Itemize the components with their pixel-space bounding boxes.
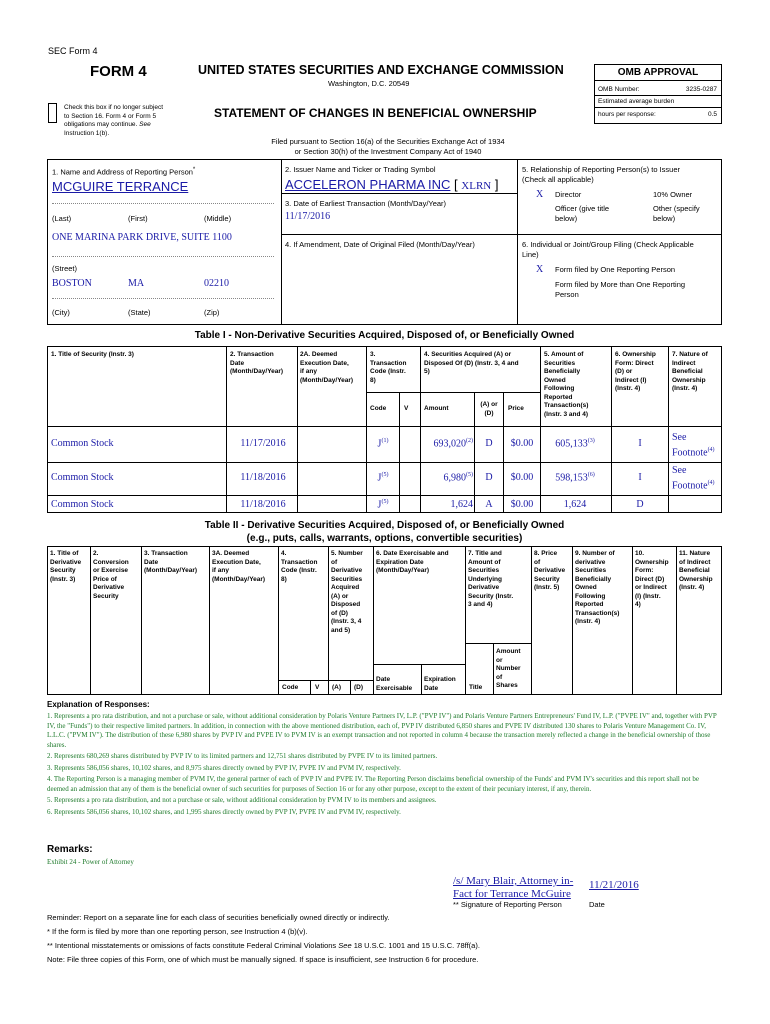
no-longer-subject-checkbox[interactable]	[48, 103, 57, 123]
t2-sub-code: Code	[282, 684, 299, 691]
location: Washington, D.C. 20549	[328, 79, 410, 88]
t2-h3a: 3A. Deemed Execution Date, if any (Month/Day/Year)	[212, 550, 266, 583]
explanation-heading: Explanation of Responses:	[47, 700, 150, 709]
commission-title: UNITED STATES SECURITIES AND EXCHANGE COMMISSION	[198, 63, 564, 77]
earliest-transaction-date: 11/17/2016	[285, 211, 331, 222]
sec-form-label: SEC Form 4	[48, 46, 98, 56]
t1-h1: 1. Title of Security (Instr. 3)	[51, 351, 134, 358]
row2-title: Common Stock	[51, 472, 114, 483]
omb-title: OMB APPROVAL	[595, 65, 721, 81]
t1-sub-ad: (A) or (D)	[480, 401, 498, 417]
one-person-label: Form filed by One Reporting Person	[555, 265, 676, 274]
row3-owned: 1,624	[563, 499, 587, 510]
ten-pct-owner-label: 10% Owner	[653, 190, 693, 199]
t2-h2: 2. Conversion or Exercise Price of Derivative Security	[93, 550, 129, 600]
box5-label: 5. Relationship of Reporting Person(s) to Issuer (Check all applicable)	[522, 165, 680, 184]
box4-label: 4. If Amendment, Date of Original Filed (Month/Day/Year)	[285, 240, 475, 249]
t1-sub-amount: Amount	[424, 405, 449, 412]
signature-label: ** Signature of Reporting Person	[453, 900, 562, 909]
row2-date: 11/18/2016	[240, 472, 286, 483]
omb-hours: 0.5	[707, 111, 717, 118]
t2-h6: 6. Date Exercisable and Expiration Date (Month/Day/Year)	[376, 550, 449, 574]
row1-amount: 693,020$^{(2)}$	[433, 438, 473, 450]
one-person-check[interactable]: X	[536, 264, 544, 275]
omb-burden-label: Estimated average burden	[598, 98, 675, 105]
row2-code: $J^{(5)}$	[377, 472, 389, 484]
row1-date: 11/17/2016	[240, 438, 286, 449]
box6-label: 6. Individual or Joint/Group Filing (Check Applicable Line)	[522, 240, 694, 259]
box2-label: 2. Issuer Name and Ticker or Trading Symbol	[285, 165, 436, 174]
state-value: MA	[128, 278, 145, 289]
row1-nature: See Footnote$^{(4)}$	[672, 432, 715, 459]
t2-sub-amount: Amount or Number of Shares	[496, 648, 521, 689]
t2-h1: 1. Title of Derivative Security (Instr. 3)	[50, 550, 82, 583]
t2-h8: 8. Price of Derivative Security (Instr. 5)	[534, 550, 566, 591]
checkbox-text: Check this box if no longer subject to Section 16. Form 4 or Form 5 obligations may continue. See Instruction 1(b).	[64, 104, 163, 137]
double-star-note: ** Intentional misstatements or omissions of facts constitute Federal Criminal Violations See 18 U.S.C. 1001 and 15 U.S.C. 78ff(a).	[47, 941, 480, 950]
omb-number-label: OMB Number:	[598, 86, 640, 93]
director-label: Director	[555, 190, 582, 199]
file-note: Note: File three copies of this Form, one of which must be manually signed. If space is insufficient, see Instruction 6 for procedure.	[47, 955, 479, 964]
first-label: (First)	[128, 214, 148, 223]
t2-h5: 5. Number of Derivative Securities Acquired (A) or Disposed of (D) (Instr. 3, 4 and 5)	[331, 550, 363, 634]
omb-hours-label: hours per response:	[598, 111, 656, 118]
row1-ad: D	[485, 438, 493, 449]
t1-sub-v: V	[404, 405, 409, 412]
more-persons-label: Form filed by More than One Reporting Person	[555, 280, 686, 299]
middle-label: (Middle)	[204, 214, 232, 223]
explanation-notes	[47, 712, 722, 817]
t2-h9: 9. Number of derivative Securities Beneficially Owned Following Reported Transaction(s) (Instr. 4)	[575, 550, 620, 625]
zip-label: (Zip)	[204, 308, 220, 317]
t2-sub-date: Date Exercisable	[376, 676, 413, 692]
t2-h4: 4. Transaction Code (Instr. 8)	[281, 550, 318, 583]
remarks-heading: Remarks:	[47, 844, 93, 855]
city-label: (City)	[52, 308, 70, 317]
footnote-5: 5. Represents a pro rata distribution, and not a purchase or sale, without additional consideration by PVM IV to its members and assignees.	[47, 796, 437, 804]
city-value: BOSTON	[52, 278, 92, 289]
row1-price: $0.00	[510, 438, 534, 449]
signature: /s/ Mary Blair, Attorney in- Fact for Terrance McGuire	[453, 875, 574, 900]
omb-approval-box	[594, 64, 722, 124]
officer-label: Officer (give title below)	[555, 204, 610, 223]
other-label: Other (specify below)	[653, 204, 700, 223]
row2-amount: 6,980$^{(5)}$	[443, 472, 473, 484]
street-label: (Street)	[52, 264, 78, 273]
table2-title: Table II - Derivative Securities Acquired, Disposed of, or Beneficially Owned (e.g., puts, calls, warrants, options, convertible securities)	[204, 520, 565, 544]
t1-h7: 7. Nature of Indirect Beneficial Ownership (Instr. 4)	[672, 351, 708, 392]
row3-code: $J^{(5)}$	[377, 499, 389, 511]
t1-h3: 3. Transaction Code (Instr. 8)	[370, 351, 407, 384]
row1-form: I	[638, 438, 642, 449]
row2-price: $0.00	[510, 472, 534, 483]
footnote-4: 4. The Reporting Person is a managing member of PVM IV, the general partner of each of PVP IV and PVPE IV. The Reporting Person disclaims beneficial ownership of the Funds' and PVM IV's securities and this report shall not be deemed an admission that any of them is the beneficial owner of such securities for purposes of Section 16 or for any other purpose, except to the extent of their pecuniary interest, if any, therein.	[47, 775, 699, 793]
form-title: FORM 4	[90, 63, 147, 80]
date-label: Date	[589, 900, 605, 909]
t2-h7: 7. Title and Amount of Securities Underlying Derivative Security (Instr. 3 and 4)	[468, 550, 514, 608]
t2-h10: 10. Ownership Form: Direct (D) or Indirect (I) (Instr. 4)	[635, 550, 669, 608]
street-address: ONE MARINA PARK DRIVE, SUITE 1100	[52, 232, 232, 243]
t1-h2a: 2A. Deemed Execution Date, if any (Month/Day/Year)	[300, 351, 354, 384]
t2-sub-d: (D)	[354, 684, 364, 691]
signature-date: 11/21/2016	[589, 879, 639, 891]
t1-h2: 2. Transaction Date (Month/Day/Year)	[230, 351, 284, 375]
zip-value: 02210	[204, 278, 229, 289]
footnote-2: 2. Represents 680,269 shares distributed by PVP IV to its limited partners and 12,751 shares distributed by PVPE IV to its limited partners.	[47, 752, 438, 760]
t1-sub-price: Price	[508, 405, 524, 412]
t1-h5: 5. Amount of Securities Beneficially Owned Following Reported Transaction(s) (Instr. 3 and 4)	[544, 351, 589, 418]
row1-title: Common Stock	[51, 438, 114, 449]
row3-form: D	[636, 499, 644, 510]
row1-owned: 605,133$^{(3)}$	[555, 438, 595, 450]
footnote-6: 6. Represents 586,056 shares, 10,102 shares, and 1,995 shares directly owned by PVP IV, PVPE IV and PVM IV, respectively.	[47, 807, 401, 816]
t2-h3: 3. Transaction Date (Month/Day/Year)	[144, 550, 198, 574]
statement-title: STATEMENT OF CHANGES IN BENEFICIAL OWNERSHIP	[214, 106, 537, 120]
t2-sub-v: V	[315, 684, 320, 691]
issuer-name: ACCELERON PHARMA INC [ XLRN ]	[285, 177, 499, 192]
t1-h6: 6. Ownership Form: Direct (D) or Indirect (I) (Instr. 4)	[615, 351, 656, 392]
t2-sub-exp: Expiration Date	[424, 676, 456, 692]
t1-h4: 4. Securities Acquired (A) or Disposed Of (D) (Instr. 3, 4 and 5)	[424, 351, 519, 375]
filed-pursuant: Filed pursuant to Section 16(a) of the Securities Exchange Act of 1934 or Section 30(h) of the Investment Company Act of 1940	[271, 137, 505, 156]
director-check[interactable]: X	[536, 189, 544, 200]
row1-code: $J^{(1)}$	[377, 438, 389, 450]
state-label: (State)	[128, 308, 151, 317]
remarks-text: Exhibit 24 - Power of Attorney	[47, 858, 134, 866]
row3-ad: A	[485, 499, 493, 510]
t1-sub-code: Code	[370, 405, 387, 412]
t2-h11: 11. Nature of Indirect Beneficial Ownership (Instr. 4)	[679, 550, 713, 591]
row2-nature: See Footnote$^{(4)}$	[672, 465, 715, 492]
row2-ad: D	[485, 472, 493, 483]
omb-number: 3235-0287	[685, 86, 717, 93]
row2-form: I	[638, 472, 642, 483]
t2-sub-title: Title	[469, 684, 483, 691]
footnote-3: 3. Represents 586,056 shares, 10,102 shares, and 8,975 shares directly owned by PVP IV, PVPE IV and PVM IV, respectively.	[47, 763, 401, 772]
row3-title: Common Stock	[51, 499, 114, 510]
box3-label: 3. Date of Earliest Transaction (Month/Day/Year)	[285, 199, 447, 208]
row3-amount: 1,624	[450, 499, 473, 510]
footnote-1: 1. Represents a pro rata distribution, and not a purchase or sale, without additional consideration by Polaris Venture Partners IV, L.P. ("PVP IV") and Polaris Venture Partners Entrepreneurs' Fund IV, L.P. ("PVPE IV" and, together with PVP IV, the "Funds") to their respective limited partners. In addition, in connection with the above mentioned distribution, each of, PVP IV distributed 6,850 shares and PVPE IV distributed 130 shares to Polaris Venture Management Co. IV, L.L.C. ("PVM IV"). The distribution of these 6,980 shares by PVP IV and PVPE IV to PVM IV is an exempt transaction and not reported in column 4 because the transaction merely reflected a change in the beneficial ownership of those shares.	[47, 712, 717, 749]
row3-price: $0.00	[510, 499, 534, 510]
box1-label: 1. Name and Address of Reporting Person*	[52, 167, 196, 177]
last-label: (Last)	[52, 214, 72, 223]
row3-date: 11/18/2016	[240, 499, 286, 510]
star-note: * If the form is filed by more than one reporting person, see Instruction 4 (b)(v).	[47, 927, 308, 936]
reporting-person-name: MCGUIRE TERRANCE	[52, 179, 189, 194]
row2-owned: 598,153$^{(6)}$	[555, 472, 595, 484]
reminder-text: Reminder: Report on a separate line for each class of securities beneficially owned directly or indirectly.	[47, 913, 390, 922]
t2-sub-a: (A)	[332, 684, 342, 691]
table1-title: Table I - Non-Derivative Securities Acquired, Disposed of, or Beneficially Owned	[194, 330, 575, 341]
